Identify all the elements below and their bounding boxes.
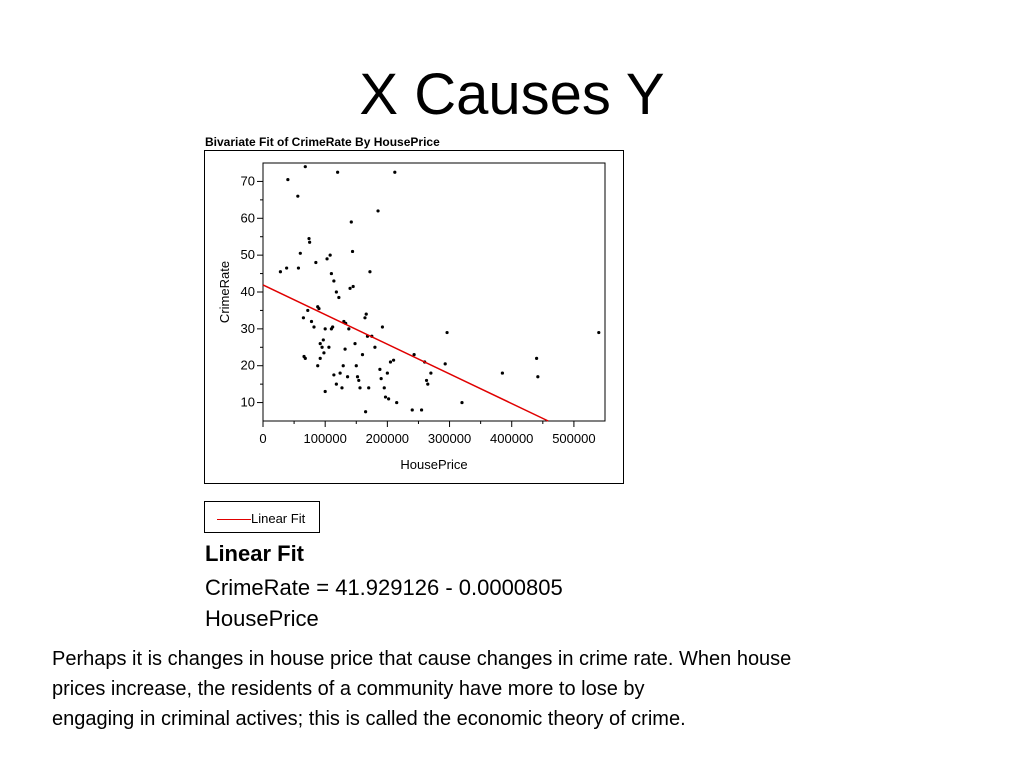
data-point [381,325,384,328]
y-axis-label: CrimeRate [217,260,232,324]
data-point [324,327,327,330]
data-point [351,250,354,253]
data-point [325,257,328,260]
data-point [536,375,539,378]
slide-title: X Causes Y [359,62,665,127]
data-point [376,209,379,212]
data-point [342,364,345,367]
data-point [308,241,311,244]
data-point [383,386,386,389]
explanation-paragraph [52,644,1017,734]
data-point [597,331,600,334]
y-tick-label: 10 [240,394,255,410]
data-point [340,386,343,389]
data-point [304,357,307,360]
x-axis-label: HousePrice [400,457,468,472]
y-tick-label: 40 [240,284,255,299]
data-point [332,279,335,282]
data-point [501,371,504,374]
data-point [380,377,383,380]
data-point [299,252,302,255]
data-point [346,375,349,378]
equation-line-1: CrimeRate = 41.929126 - 0.0000805 [205,575,563,600]
data-point [348,287,351,290]
data-point [358,386,361,389]
x-tick-label: 500000 [552,431,596,446]
data-point [319,357,322,360]
y-tick-label: 70 [240,173,255,189]
data-point [285,266,288,269]
data-point [384,395,387,398]
data-point [331,325,334,328]
data-point [364,410,367,413]
data-point [322,338,325,341]
data-point [387,397,390,400]
data-point [444,362,447,365]
paragraph-line-3: engaging in criminal actives; this is called the economic theory of crime. [52,708,686,730]
data-point [395,401,398,404]
data-point [316,364,319,367]
data-point [347,327,350,330]
data-point [335,383,338,386]
data-point [350,220,353,223]
data-point [314,261,317,264]
data-point [335,290,338,293]
data-point [420,408,423,411]
data-point [367,386,370,389]
data-point [296,195,299,198]
data-point [310,320,313,323]
x-tick-label: 400000 [490,431,534,446]
x-tick-label: 0 [259,431,267,446]
data-point [353,342,356,345]
data-point [356,375,359,378]
y-tick-label: 30 [240,320,255,336]
data-point [355,364,358,367]
legend [204,501,320,533]
data-point [324,390,327,393]
data-point [386,371,389,374]
y-tick-label: 60 [240,210,255,226]
data-point [392,359,395,362]
legend-line-swatch [217,519,251,520]
data-point [307,237,310,240]
data-point [373,346,376,349]
data-point [339,371,342,374]
data-point [368,270,371,273]
fit-heading: Linear Fit [205,541,305,566]
fit-equation [205,572,685,634]
data-point [317,307,320,310]
data-point [411,408,414,411]
data-point [306,309,309,312]
data-point [320,346,323,349]
chart-heading: Bivariate Fit of CrimeRate By HousePrice [205,135,440,149]
data-point [336,171,339,174]
data-point [322,351,325,354]
data-point [312,325,315,328]
data-point [535,357,538,360]
data-point [327,346,330,349]
data-point [429,371,432,374]
data-point [337,296,340,299]
data-point [445,331,448,334]
data-point [363,316,366,319]
data-point [357,379,360,382]
legend-label: Linear Fit [251,511,306,526]
data-point [426,383,429,386]
data-point [389,360,392,363]
scatter-plot [205,151,625,485]
data-point [330,272,333,275]
y-tick-label: 20 [240,357,255,373]
x-tick-label: 300000 [427,431,472,446]
paragraph-line-2: prices increase, the residents of a community have more to lose by [52,678,645,700]
linear-fit-line [263,285,548,421]
plot-area [263,163,605,421]
data-point [332,373,335,376]
data-point [393,171,396,174]
data-point [329,254,332,257]
data-point [279,270,282,273]
y-tick-label: 50 [240,247,255,263]
data-point [302,316,305,319]
data-point [304,165,307,168]
paragraph-line-1: Perhaps it is changes in house price that cause changes in crime rate. When house [52,648,792,670]
data-point [343,348,346,351]
data-point [361,353,364,356]
data-point [352,285,355,288]
data-point [425,379,428,382]
data-point [460,401,463,404]
x-tick-label: 200000 [365,431,410,446]
x-tick-label: 100000 [303,431,347,446]
data-point [286,178,289,181]
chart-frame [204,150,624,484]
data-point [365,313,368,316]
data-point [378,368,381,371]
data-point [297,266,300,269]
equation-line-2: HousePrice [205,606,319,631]
data-point [319,342,322,345]
